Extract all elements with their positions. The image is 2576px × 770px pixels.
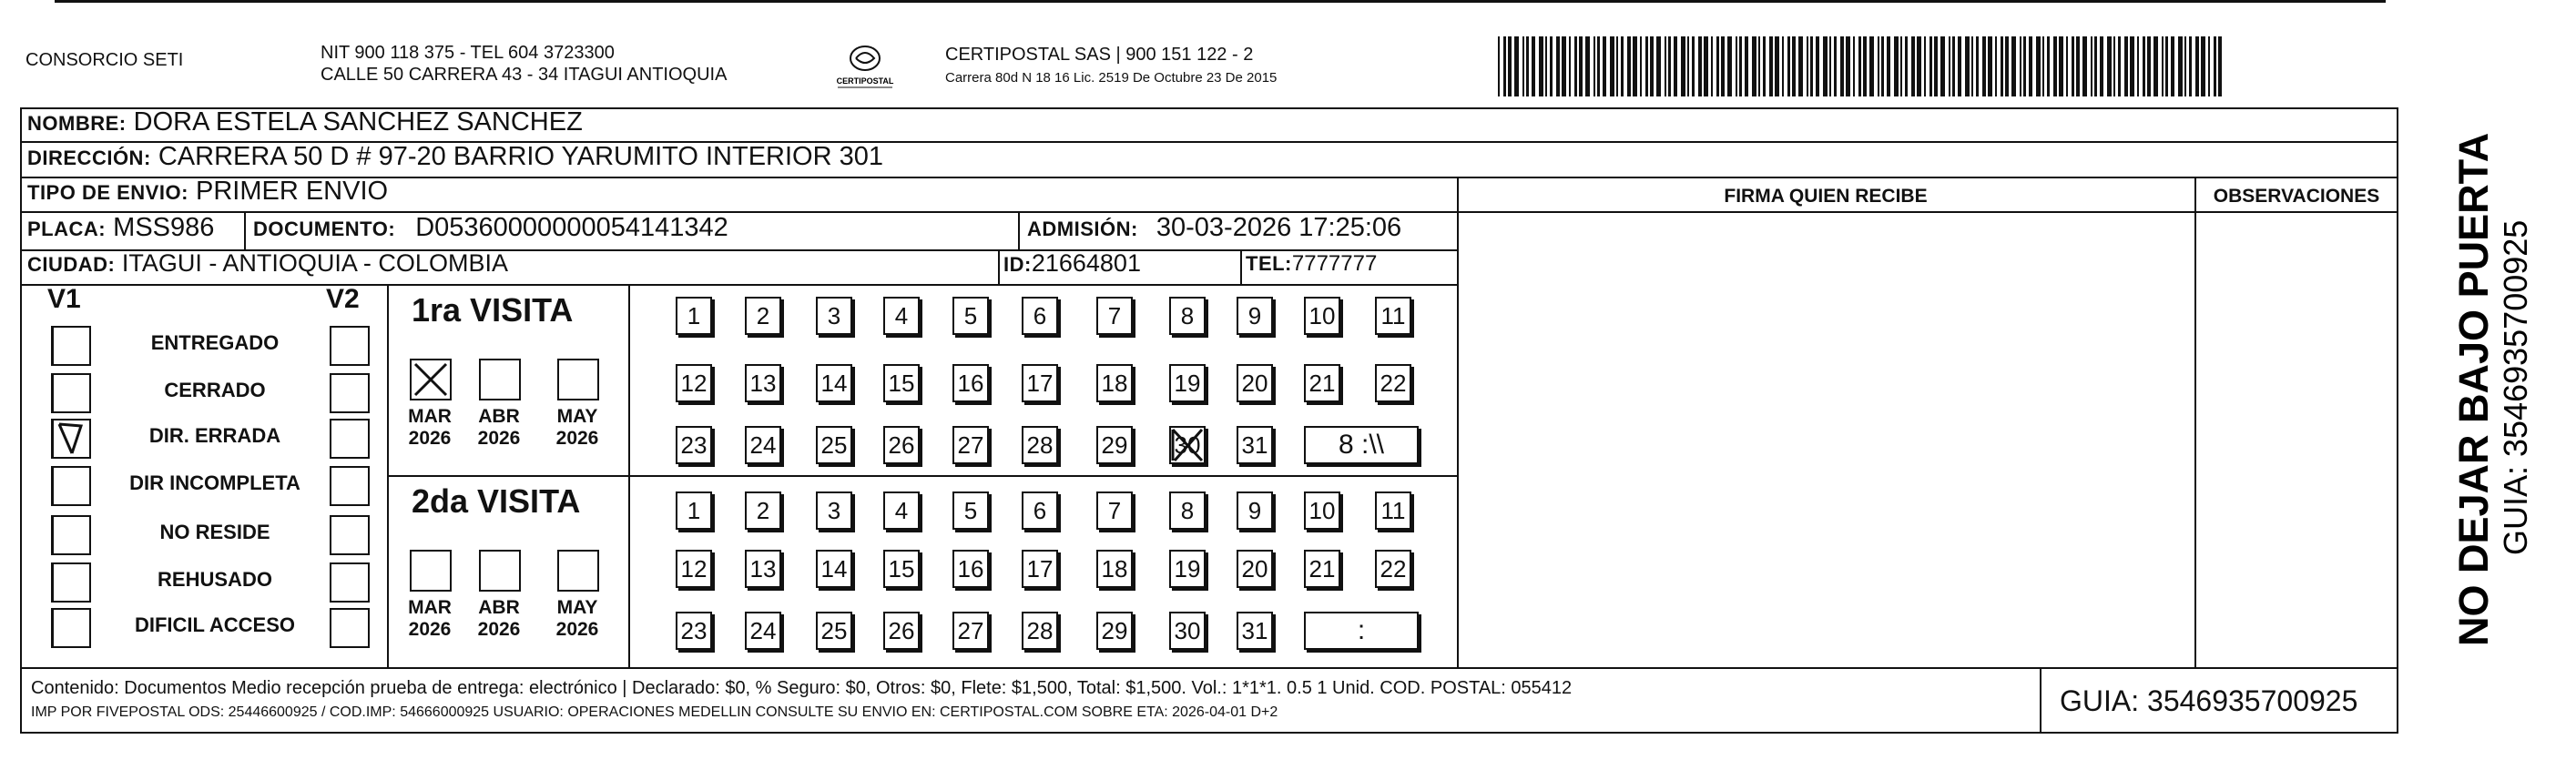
day-box[interactable]: 30 (1169, 612, 1206, 650)
id-label: ID: (1003, 253, 1032, 276)
rule (1018, 211, 1020, 249)
certipostal-line: CERTIPOSTAL SAS | 900 151 122 - 2 (945, 45, 1254, 65)
day-box[interactable]: 9 (1237, 491, 1273, 530)
side-text (2413, 127, 2572, 655)
day-box[interactable]: 6 (1022, 491, 1058, 530)
status-label: NO RESIDE (159, 521, 270, 543)
rule (2040, 667, 2041, 734)
ciudad-value: ITAGUI - ANTIOQUIA - COLOMBIA (121, 249, 508, 277)
day-box[interactable]: 31 (1237, 612, 1273, 650)
admision-label: ADMISIÓN: (1027, 218, 1138, 240)
day-box[interactable]: 20 (1237, 364, 1273, 402)
day-box[interactable]: 2 (745, 491, 781, 530)
day-box[interactable]: 10 (1304, 297, 1340, 335)
rule (1240, 249, 1242, 284)
day-box[interactable]: 5 (952, 297, 989, 335)
day-box[interactable]: 7 (1096, 297, 1133, 335)
day-box[interactable]: 10 (1304, 491, 1340, 530)
day-box[interactable]: 28 (1022, 612, 1058, 650)
day-box[interactable]: 3 (816, 297, 852, 335)
day-box[interactable]: 3 (816, 491, 852, 530)
day-box[interactable]: 15 (883, 550, 920, 588)
day-box[interactable]: 19 (1169, 550, 1206, 588)
placa-value: MSS986 (113, 213, 215, 242)
footer-contents: Contenido: Documentos Medio recepción prueba de entrega: electrónico | Declarado: $0, % Seguro: $0, Otros: $0, Flete: $1,500, Total: $1,500. Vol.: 1*1*1. 0.5 1 Unid. COD. POSTAL: 055412 (31, 678, 1573, 698)
day-box[interactable]: 18 (1096, 550, 1133, 588)
v1-checkbox[interactable] (51, 419, 91, 459)
direccion-label: DIRECCIÓN: (27, 147, 151, 169)
rule (20, 667, 2398, 669)
first-visit-title: 1ra VISITA (412, 291, 574, 329)
day-box[interactable]: 26 (883, 426, 920, 464)
day-box[interactable]: 26 (883, 612, 920, 650)
firma-header: FIRMA QUIEN RECIBE (1724, 186, 1928, 207)
day-box[interactable]: 12 (676, 550, 712, 588)
direccion-value: CARRERA 50 D # 97-20 BARRIO YARUMITO INTERIOR 301 (158, 142, 883, 171)
rule (244, 211, 246, 249)
day-box[interactable]: 17 (1022, 550, 1058, 588)
side-guia: GUIA: 3546935700925 (2497, 219, 2534, 555)
rule (20, 284, 1459, 286)
rule (2194, 177, 2196, 668)
day-box[interactable]: 4 (883, 297, 920, 335)
day-box[interactable]: 21 (1304, 364, 1340, 402)
v1-checkbox[interactable] (51, 515, 91, 555)
day-box[interactable]: 18 (1096, 364, 1133, 402)
v1-checkbox[interactable] (51, 373, 91, 413)
day-box[interactable]: 5 (952, 491, 989, 530)
day-box[interactable]: 28 (1022, 426, 1058, 464)
day-box[interactable]: 8 (1169, 491, 1206, 530)
v2-header: V2 (326, 284, 360, 314)
day-box[interactable]: 17 (1022, 364, 1058, 402)
day-box[interactable]: 29 (1096, 612, 1133, 650)
nombre-label: NOMBRE: (27, 112, 127, 135)
day-box[interactable]: 13 (745, 364, 781, 402)
status-label: DIR. ERRADA (148, 424, 281, 447)
documento-label: DOCUMENTO: (253, 218, 396, 240)
day-box[interactable]: 16 (952, 550, 989, 588)
day-box[interactable]: 25 (816, 612, 852, 650)
no-dejar-warning: NO DEJAR BAJO PUERTA (2450, 132, 2497, 646)
v1-header: V1 (47, 284, 81, 314)
tipo-label: TIPO DE ENVIO: (27, 181, 188, 204)
day-box[interactable]: 8 (1169, 297, 1206, 335)
day-box[interactable]: 13 (745, 550, 781, 588)
month-label: MAR 2026 (408, 406, 452, 449)
day-box[interactable]: 27 (952, 612, 989, 650)
day-box[interactable]: 11 (1375, 491, 1411, 530)
month-checkbox[interactable] (557, 550, 599, 592)
tel-value: 7777777 (1291, 251, 1378, 276)
documento-row (253, 213, 728, 243)
observaciones-header: OBSERVACIONES (2213, 186, 2380, 207)
day-box[interactable]: 15 (883, 364, 920, 402)
second-visit-title: 2da VISITA (412, 482, 581, 520)
day-box[interactable]: 19 (1169, 364, 1206, 402)
day-box[interactable]: 29 (1096, 426, 1133, 464)
tel-row (1246, 251, 1377, 277)
day-box[interactable]: 2 (745, 297, 781, 335)
address-line: CALLE 50 CARRERA 43 - 34 ITAGUI ANTIOQUIA (321, 65, 728, 85)
company-name: CONSORCIO SETI (25, 50, 184, 70)
day-box[interactable]: 25 (816, 426, 852, 464)
time-field[interactable]: 8 :\\ (1304, 426, 1419, 464)
status-label: DIFICIL ACCESO (134, 613, 295, 636)
month-label: MAY 2026 (555, 597, 599, 640)
status-label: ENTREGADO (150, 331, 280, 354)
id-value: 21664801 (1031, 249, 1141, 277)
footer-print-info: IMP POR FIVEPOSTAL ODS: 25446600925 / COD.IMP: 54666000925 USUARIO: OPERACIONES MEDELLIN CONSULTE SU ENVIO EN: CERTIPOSTAL.COM SOBRE ETA: 2026-04-01 D+2 (31, 704, 1278, 720)
day-box[interactable]: 14 (816, 364, 852, 402)
svg-text:CERTIPOSTAL: CERTIPOSTAL (836, 76, 894, 86)
day-box[interactable]: 30 (1169, 426, 1206, 464)
admision-value: 30-03-2026 17:25:06 (1156, 213, 1402, 242)
v2-checkbox[interactable] (330, 515, 370, 555)
certipostal-logo (829, 40, 901, 95)
status-label: CERRADO (164, 379, 266, 401)
tipo-value: PRIMER ENVIO (195, 177, 389, 206)
day-box[interactable]: 1 (676, 491, 712, 530)
day-box[interactable]: 4 (883, 491, 920, 530)
v2-checkbox[interactable] (330, 608, 370, 648)
ciudad-label: CIUDAD: (27, 253, 116, 276)
nit-line: NIT 900 118 375 - TEL 604 3723300 (321, 43, 615, 63)
ciudad-row (27, 249, 508, 278)
id-row (1003, 249, 1141, 278)
month-label: MAR 2026 (408, 597, 452, 640)
status-label: REHUSADO (158, 568, 272, 591)
day-box[interactable]: 12 (676, 364, 712, 402)
day-box[interactable]: 22 (1375, 364, 1411, 402)
month-checkbox[interactable] (557, 359, 599, 400)
status-label: DIR INCOMPLETA (129, 471, 300, 494)
tel-label: TEL: (1246, 252, 1292, 275)
rule (387, 475, 1457, 477)
day-box[interactable]: 16 (952, 364, 989, 402)
rule (998, 249, 1000, 284)
day-box[interactable]: 14 (816, 550, 852, 588)
rule (1457, 177, 1459, 668)
nombre-value: DORA ESTELA SANCHEZ SANCHEZ (133, 107, 583, 137)
v1-checkbox[interactable] (51, 466, 91, 506)
documento-value: D05360000000054141342 (415, 213, 728, 242)
v2-checkbox[interactable] (330, 562, 370, 603)
day-box[interactable]: 1 (676, 297, 712, 335)
month-label: ABR 2026 (477, 597, 521, 640)
v1-checkbox[interactable] (51, 608, 91, 648)
month-checkbox[interactable] (479, 359, 521, 400)
v2-checkbox[interactable] (330, 419, 370, 459)
day-box[interactable]: 23 (676, 612, 712, 650)
placa-row (27, 213, 214, 243)
month-checkbox[interactable] (479, 550, 521, 592)
day-box[interactable]: 21 (1304, 550, 1340, 588)
admision-row (1027, 213, 1401, 243)
day-box[interactable]: 23 (676, 426, 712, 464)
placa-label: PLACA: (27, 218, 107, 240)
day-box[interactable]: 24 (745, 426, 781, 464)
v1-checkbox[interactable] (51, 562, 91, 603)
month-label: MAY 2026 (555, 406, 599, 449)
day-box[interactable]: 31 (1237, 426, 1273, 464)
tipo-row (27, 177, 388, 207)
day-box[interactable]: 27 (952, 426, 989, 464)
day-box[interactable]: 24 (745, 612, 781, 650)
direccion-row (27, 142, 883, 172)
day-box[interactable]: 9 (1237, 297, 1273, 335)
month-label: ABR 2026 (477, 406, 521, 449)
day-box[interactable]: 6 (1022, 297, 1058, 335)
rule (1457, 211, 2398, 213)
footer-guia: GUIA: 3546935700925 (2060, 684, 2358, 717)
month-checkbox[interactable] (410, 359, 452, 400)
license-line: Carrera 80d N 18 16 Lic. 2519 De Octubre 23 De 2015 (945, 70, 1278, 86)
v1-checkbox[interactable] (51, 326, 91, 366)
nombre-row (27, 107, 583, 137)
day-box[interactable]: 20 (1237, 550, 1273, 588)
day-box[interactable]: 11 (1375, 297, 1411, 335)
month-checkbox[interactable] (410, 550, 452, 592)
time-field[interactable]: : (1304, 612, 1419, 650)
barcode (1498, 36, 2226, 96)
day-box[interactable]: 7 (1096, 491, 1133, 530)
v2-checkbox[interactable] (330, 373, 370, 413)
day-box[interactable]: 22 (1375, 550, 1411, 588)
v2-checkbox[interactable] (330, 326, 370, 366)
v2-checkbox[interactable] (330, 466, 370, 506)
top-rule (55, 0, 2386, 3)
